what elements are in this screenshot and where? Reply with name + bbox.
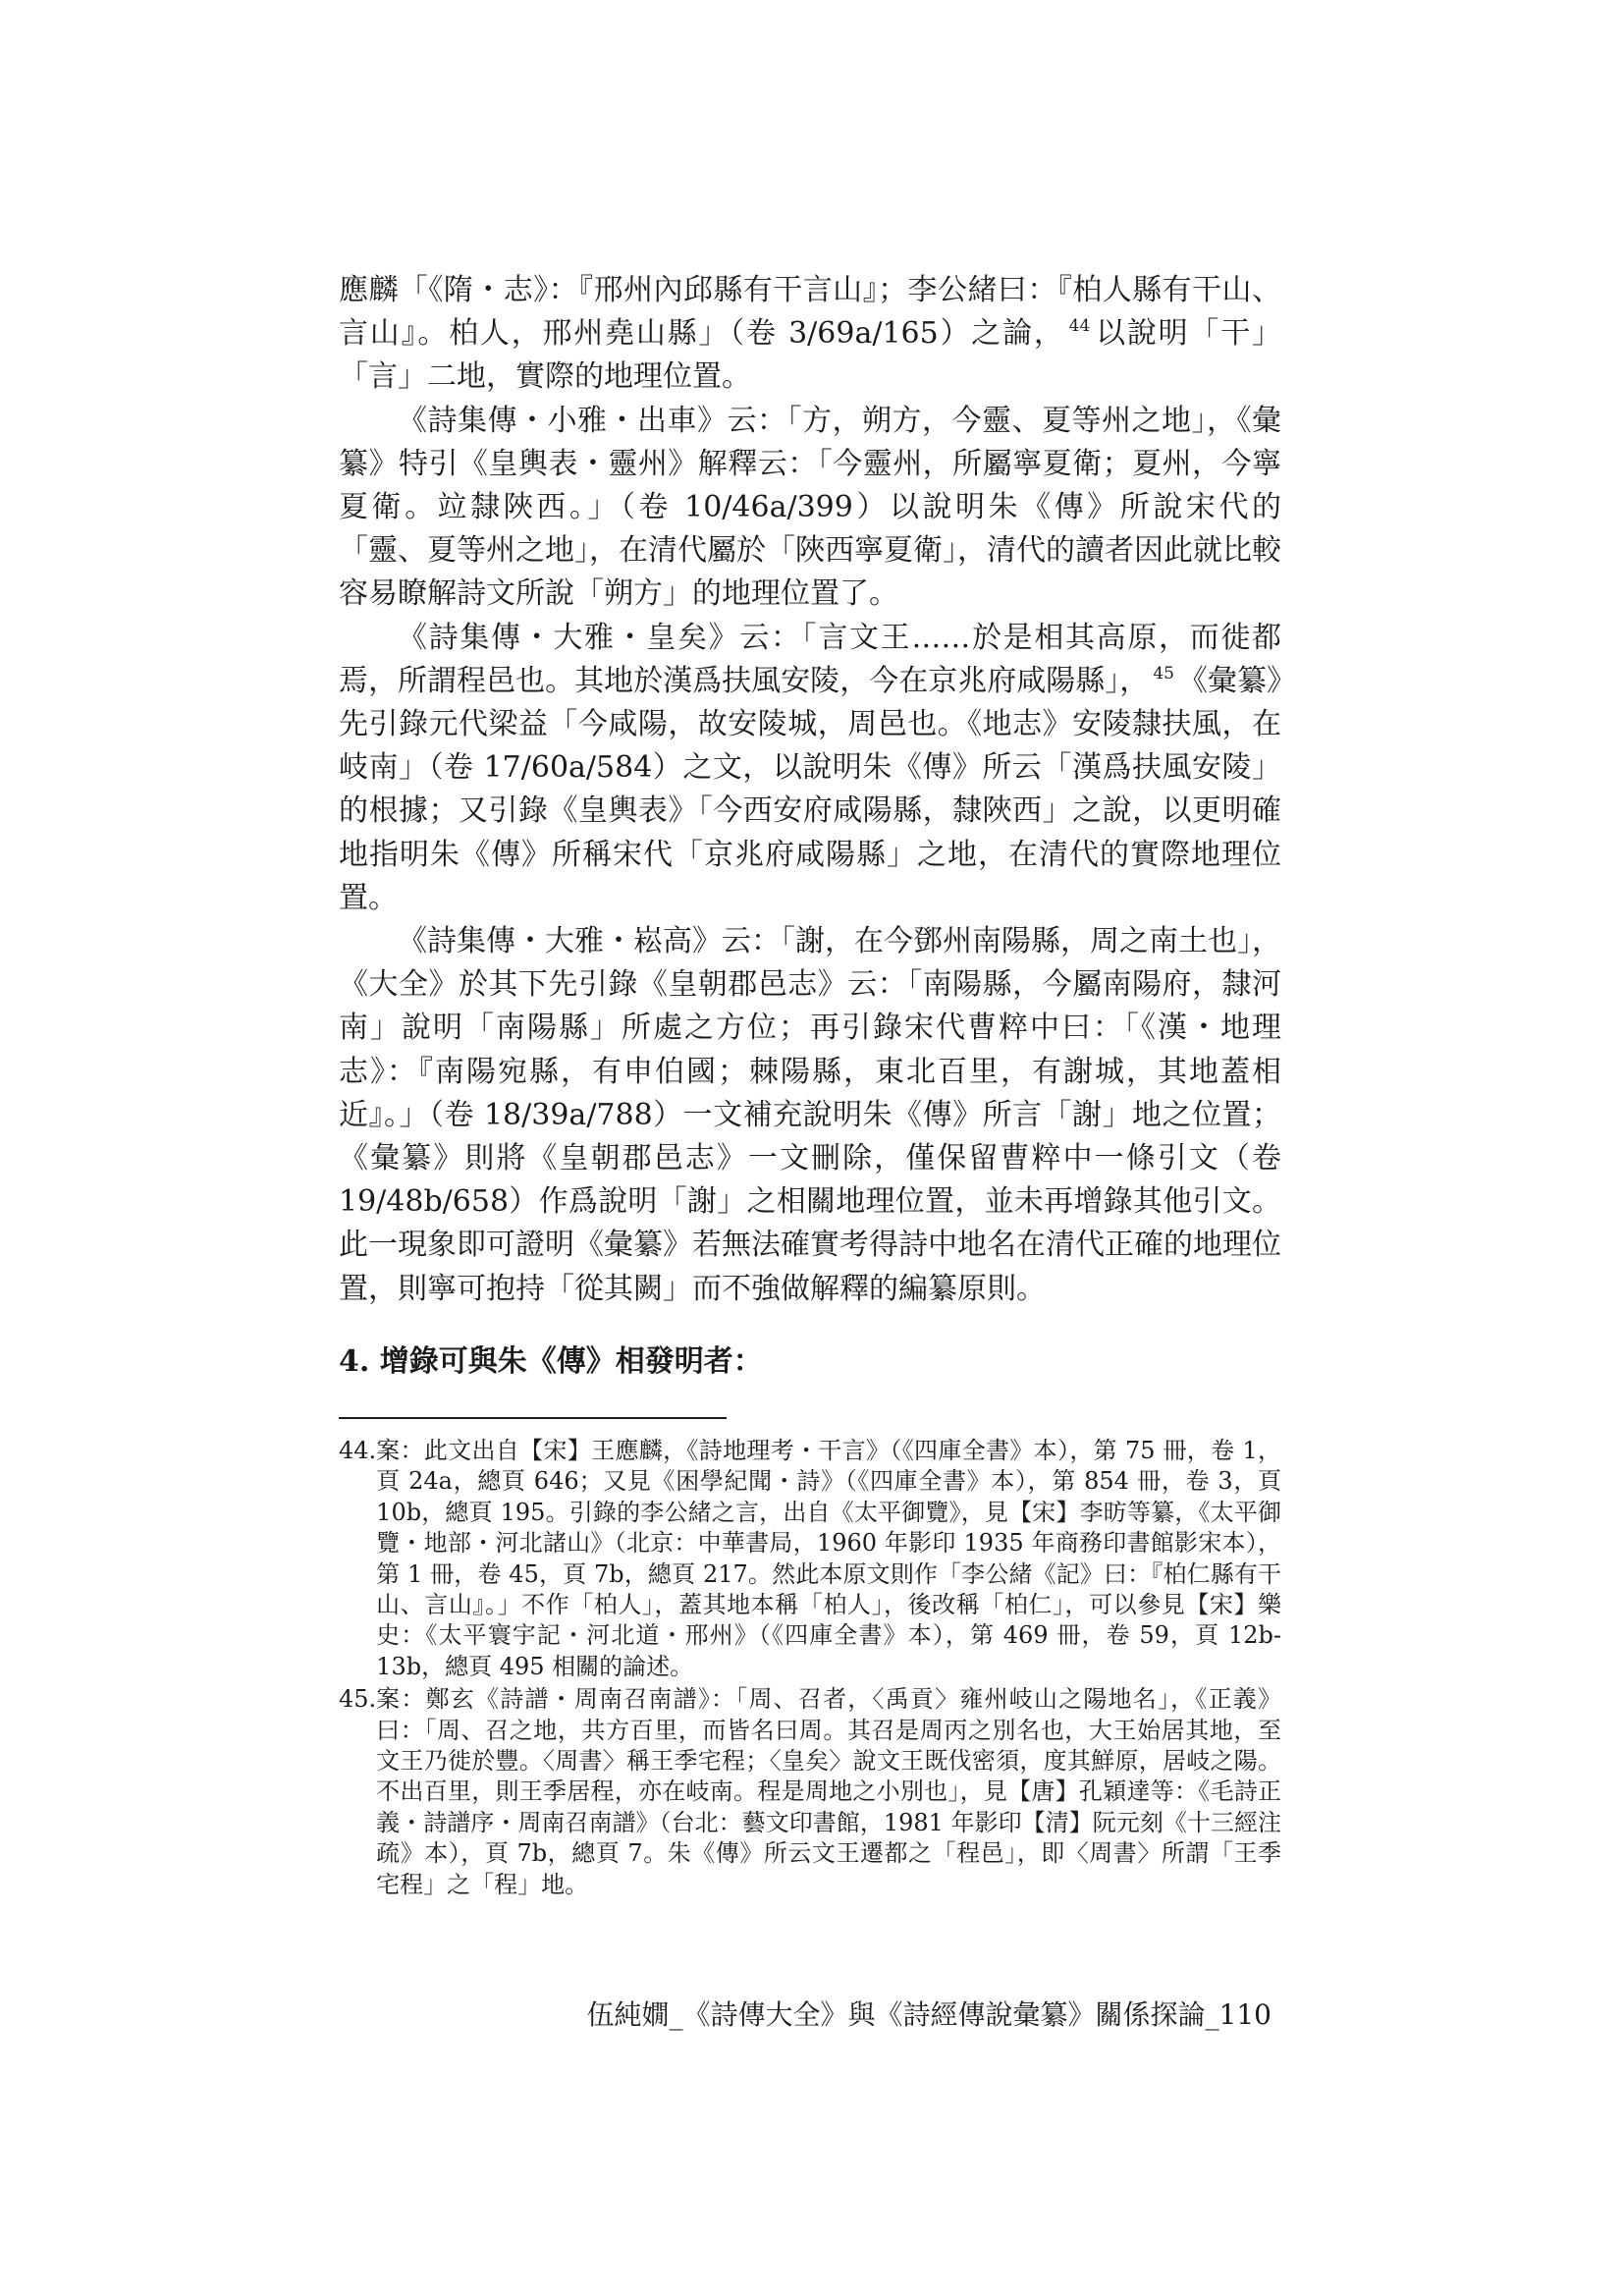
running-footer: 伍純嫺_《詩傳大全》與《詩經傳說彙纂》關係探論_110 [586,1998,1271,2031]
body-text [339,269,1281,1311]
footnote-number: 44. [339,1437,377,1464]
paragraph-4 [339,920,1281,1311]
footnote-ref-44[interactable]: 44 [1068,316,1091,337]
paragraph-3 [339,617,1281,920]
footnote-text: 案：鄭玄《詩譜・周南召南譜》：「周、召者，〈禹貢〉雍州岐山之陽地名」，《正義》曰：「周、召之地，共方百里，而皆名曰周。其召是周丙之別名也，大王始居其地，至文王乃徙於豐。〈周書〉稱王季宅程；〈皇矣〉說文王既伐密須，度其鮮原，居岐之陽。不出百里，則王季居程，亦在岐南。程是周地之小別也」，見【唐】孔穎達等：《毛詩正義・詩譜序・周南召南譜》（台北：藝文印書館，1981 年影印【清】阮元刻《十三經注疏》本），頁 7b，總頁 7。朱《傳》所云文王遷都之「程邑」，即〈周書〉所謂「王季宅程」之「程」地。 [376,1685,1281,1898]
paragraph-1-text: 應麟「《隋・志》：『邢州內邱縣有干言山』；李公緒曰：『柏人縣有干山、言山』。柏人，邢州堯山縣」（卷 3/69a/165）之論， [339,273,1281,352]
footnote-ref-45[interactable]: 45 [1153,663,1174,683]
paragraph-2 [339,400,1281,617]
footnote-44 [339,1436,1281,1682]
paragraph-2-text: 《詩集傳・小雅・出車》云：「方，朔方，今靈、夏等州之地」，《彙纂》特引《皇輿表・靈州》解釋云：「今靈州，所屬寧夏衛；夏州，今寧夏衛。竝隸陜西。」（卷 10/46a/399）以說明朱《傳》所說宋代的「靈、夏等州之地」，在清代屬於「陜西寧夏衛」，清代的讀者因此就比較容易瞭解詩文所說「朔方」的地理位置了。 [339,403,1281,612]
footnote-number: 45. [339,1685,377,1714]
footnote-45 [339,1684,1281,1900]
section-heading: 4. 增錄可與朱《傳》相發明者： [339,1344,763,1379]
footnotes [339,1436,1281,1902]
paragraph-1-tail: 以說明「干」「言」二地，實際的地理位置。 [339,316,1281,395]
footnote-text: 案：此文出自【宋】王應麟，《詩地理考・干言》（《四庫全書》本），第 75 冊，卷 1，頁 24a，總頁 646；又見《困學紀聞・詩》（《四庫全書》本），第 854 冊，卷 3，頁 10b，總頁 195。引錄的李公緒之言，出自《太平御覽》，見【宋】李昉等纂，《太平御覽・地部・河北諸山》（北京：中華書局，1960 年影印 1935 年商務印書館影宋本），第 1 冊，卷 45，頁 7b，總頁 217。然此本原文則作「李公緒《記》曰：『柏仁縣有干山、言山』。」不作「柏人」，蓋其地本稱「柏人」，後改稱「柏仁」，可以參見【宋】樂史：《太平寰宇記・河北道・邢州》（《四庫全書》本），第 469 冊，卷 59，頁 12b-13b，總頁 495 相關的論述。 [376,1437,1281,1680]
paragraph-3-tail: 《彙纂》先引錄元代梁益「今咸陽，故安陵城，周邑也。《地志》安陵隸扶風，在岐南」（卷 17/60a/584）之文，以說明朱《傳》所云「漢爲扶風安陵」的根據；又引錄《皇輿表》「今西安府咸陽縣，隸陜西」之說，以更明確地指明朱《傳》所稱宋代「京兆府咸陽縣」之地，在清代的實際地理位置。 [339,663,1282,915]
paragraph-1 [339,269,1281,400]
paragraph-4-text: 《詩集傳・大雅・崧高》云：「謝，在今鄧州南陽縣，周之南土也」，《大全》於其下先引錄《皇朝郡邑志》云：「南陽縣，今屬南陽府，隸河南」說明「南陽縣」所處之方位；再引錄宋代曹粹中曰：「《漢・地理志》：『南陽宛縣，有申伯國；棘陽縣，東北百里，有謝城，其地蓋相近』。」（卷 18/39a/788）一文補充說明朱《傳》所言「謝」地之位置；《彙纂》則將《皇朝郡邑志》一文刪除，僅保留曹粹中一條引文（卷 19/48b/658）作爲說明「謝」之相關地理位置，並未再增錄其他引文。此一現象即可證明《彙纂》若無法確實考得詩中地名在清代正確的地理位置，則寧可抱持「從其闕」而不強做解釋的編纂原則。 [339,924,1281,1306]
footnote-divider [339,1417,727,1419]
paragraph-3-text: 《詩集傳・大雅・皇矣》云：「言文王……於是相其高原，而徙都焉，所謂程邑也。其地於漢爲扶風安陵，今在京兆府咸陽縣」， [339,620,1281,698]
